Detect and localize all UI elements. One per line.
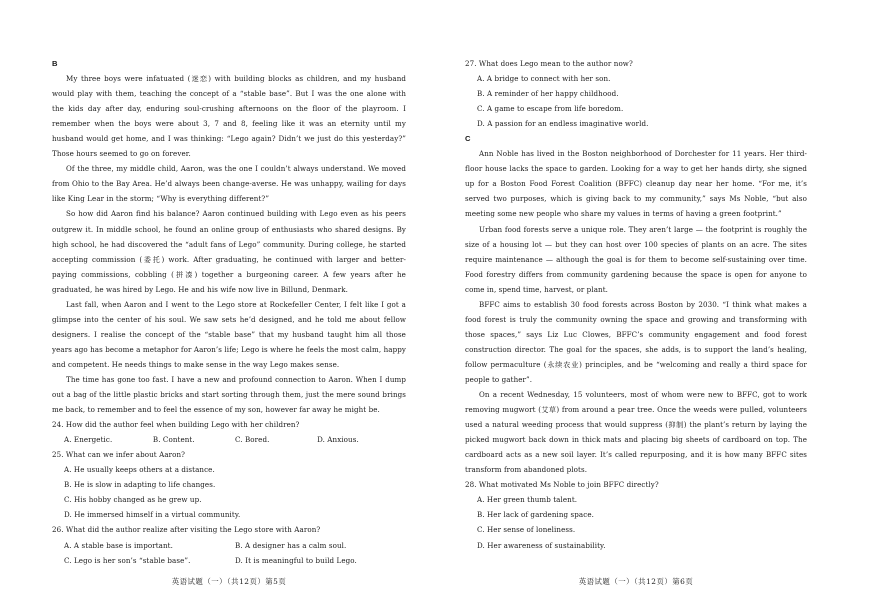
passage-c-paragraph-3: BFFC aims to establish 30 food forests across Boston by 2030. “I think what makes a food forest is truly the community owning the space and growing and transforming with those spaces,” says Liz Luc Clowes, BFFC’s community engagement and food forest construction director. The goal for the spaces, she adds, is to support the land’s healing, follow permaculture (永续农业) principles, and be “welcoming and really a third space for people to gather”. xyxy=(465,299,807,384)
passage-c-paragraph-4: On a recent Wednesday, 15 volunteers, most of whom were new to BFFC, got to work removing mugwort (艾草) from around a pear tree. Once the weeds were pulled, volunteers used a natural weeding process that would suppress (抑制) the plant’s return by laying the picked mugwort back down in thick mats and placing big sheets of cardboard on top. The cardboard acts as a new soil layer. It’s called repurposing, and it is how many BFFC sites transform from abandoned plots. xyxy=(465,390,807,475)
question-27-option-a: A. A bridge to connect with her son. xyxy=(477,74,611,84)
question-26-option-b: B. A designer has a calm soul. xyxy=(235,540,347,550)
question-26-options-row-1 xyxy=(52,538,406,553)
question-28-option-b: B. Her lack of gardening space. xyxy=(477,510,594,520)
question-25-option-b: B. He is slow in adapting to life changes. xyxy=(64,480,216,490)
question-26-option-d: D. It is meaningful to build Lego. xyxy=(235,555,357,565)
right-page xyxy=(465,0,807,615)
page-footer-left: 英语试题（一）（共12页）第5页 xyxy=(171,577,287,586)
passage-b-paragraph-4: Last fall, when Aaron and I went to the Lego store at Rockefeller Center, I felt like I got a glimpse into the center of his soul. We saw sets he’d designed, and he told me about fellow designers. I realise the concept of the “stable base” that my husband taught him all those years ago has become a metaphor for Aaron’s life; Lego is where he feels the most calm, happy and competent. He needs things to make sense in the way Lego makes sense. xyxy=(52,299,406,369)
passage-b-paragraph-2: Of the three, my middle child, Aaron, was the one I couldn’t always understand. We moved from Ohio to the Bay Area. He’d always been change-averse. He was unhappy, wailing for days like King Lear in the storm; “Why is everything different?” xyxy=(52,164,406,204)
question-27-stem: 27. What does Lego mean to the author now? xyxy=(465,59,633,68)
question-25 xyxy=(52,447,406,522)
question-24-option-b: B. Content. xyxy=(152,435,195,445)
passage-c-paragraph-2: Urban food forests serve a unique role. They aren’t large — the footprint is roughly the size of a housing lot — but they can host over 100 species of plants on an acre. The sites require maintenance — although the goal is for them to become self-sustaining over time. Food forestry differs from community gardening because the space is open for anyone to come in, spend time, harvest, or plant. xyxy=(465,224,807,294)
page-footer-right: 英语试题（一）（共12页）第6页 xyxy=(578,577,694,586)
question-24-option-d: D. Anxious. xyxy=(317,435,359,445)
question-26-stem: 26. What did the author realize after visiting the Lego store with Aaron? xyxy=(52,525,321,535)
left-column xyxy=(52,56,406,568)
question-27-option-c: C. A game to escape from life boredom. xyxy=(477,104,624,114)
question-27 xyxy=(465,56,807,131)
question-28-stem: 28. What motivated Ms Noble to join BFFC directly? xyxy=(465,480,659,490)
question-26-option-c: C. Lego is her son’s “stable base”. xyxy=(64,555,191,565)
right-column xyxy=(465,56,807,553)
question-28-option-a: A. Her green thumb talent. xyxy=(477,495,578,505)
question-28-option-d: D. Her awareness of sustainability. xyxy=(477,540,606,550)
question-25-option-c: C. His hobby changed as he grew up. xyxy=(64,495,202,505)
section-title-c: C xyxy=(465,134,471,144)
question-26 xyxy=(52,522,406,567)
passage-b-paragraph-1: My three boys were infatuated (迷恋) with building blocks as children, and my husband would play with them, teaching the concept of a “stable base”. But I was the one alone with the kids day after day, enduring soul-crushing afternoons on the floor of the playroom. I remember when the boys were about 3, 7 and 8, feeling like it was an eternity until my husband would get home, and I was thinking: “Lego again? Didn’t we just do this yesterday?” Those hours seemed to go on forever. xyxy=(52,74,406,159)
section-title-b: B xyxy=(52,59,58,68)
question-25-option-a: A. He usually keeps others at a distance. xyxy=(64,465,215,475)
question-24-stem: 24. How did the author feel when building Lego with her children? xyxy=(52,420,300,430)
question-26-option-a: A. A stable base is important. xyxy=(64,540,173,550)
question-24-option-c: C. Bored. xyxy=(234,435,270,445)
passage-b-paragraph-3: So how did Aaron find his balance? Aaron continued building with Lego even as his peers outgrew it. In middle school, he found an online group of enthusiasts who shared designs. By high school, he had discovered the “adult fans of Lego” community. During college, he started accepting commission (委托) work. After graduating, he continued with larger and better-paying commissions, cobbling (拼凑) together a burgeoning career. A few years after he graduated, he was hired by Lego. He and his wife now live in Billund, Denmark. xyxy=(52,209,406,294)
question-26-options-row-2 xyxy=(52,553,406,568)
question-24 xyxy=(52,417,406,447)
question-25-option-d: D. He immersed himself in a virtual community. xyxy=(64,510,241,520)
question-27-option-b: B. A reminder of her happy childhood. xyxy=(477,89,619,99)
question-28 xyxy=(465,477,807,552)
left-page xyxy=(52,0,406,615)
passage-c-paragraph-1: Ann Noble has lived in the Boston neighborhood of Dorchester for 11 years. Her third-floor house lacks the space to garden. Looking for a way to get her hands dirty, she signed up for a Boston Food Forest Coalition (BFFC) cleanup day near her home. “For me, it’s served two purposes, which is giving back to my community,” says Ms Noble, “but also meeting some new people who share my values in terms of having a green footprint.” xyxy=(465,149,807,219)
question-24-options xyxy=(52,432,406,447)
question-28-option-c: C. Her sense of loneliness. xyxy=(477,525,576,535)
question-25-stem: 25. What can we infer about Aaron? xyxy=(52,450,186,460)
question-27-option-d: D. A passion for an endless imaginative world. xyxy=(477,119,649,129)
question-24-option-a: A. Energetic. xyxy=(64,435,113,445)
passage-b-paragraph-5: The time has gone too fast. I have a new and profound connection to Aaron. When I dump out a bag of the little plastic bricks and start sorting through them, just the mere sound brings me back, to remember and to feel the essence of my son, however far away he might be. xyxy=(52,374,406,415)
